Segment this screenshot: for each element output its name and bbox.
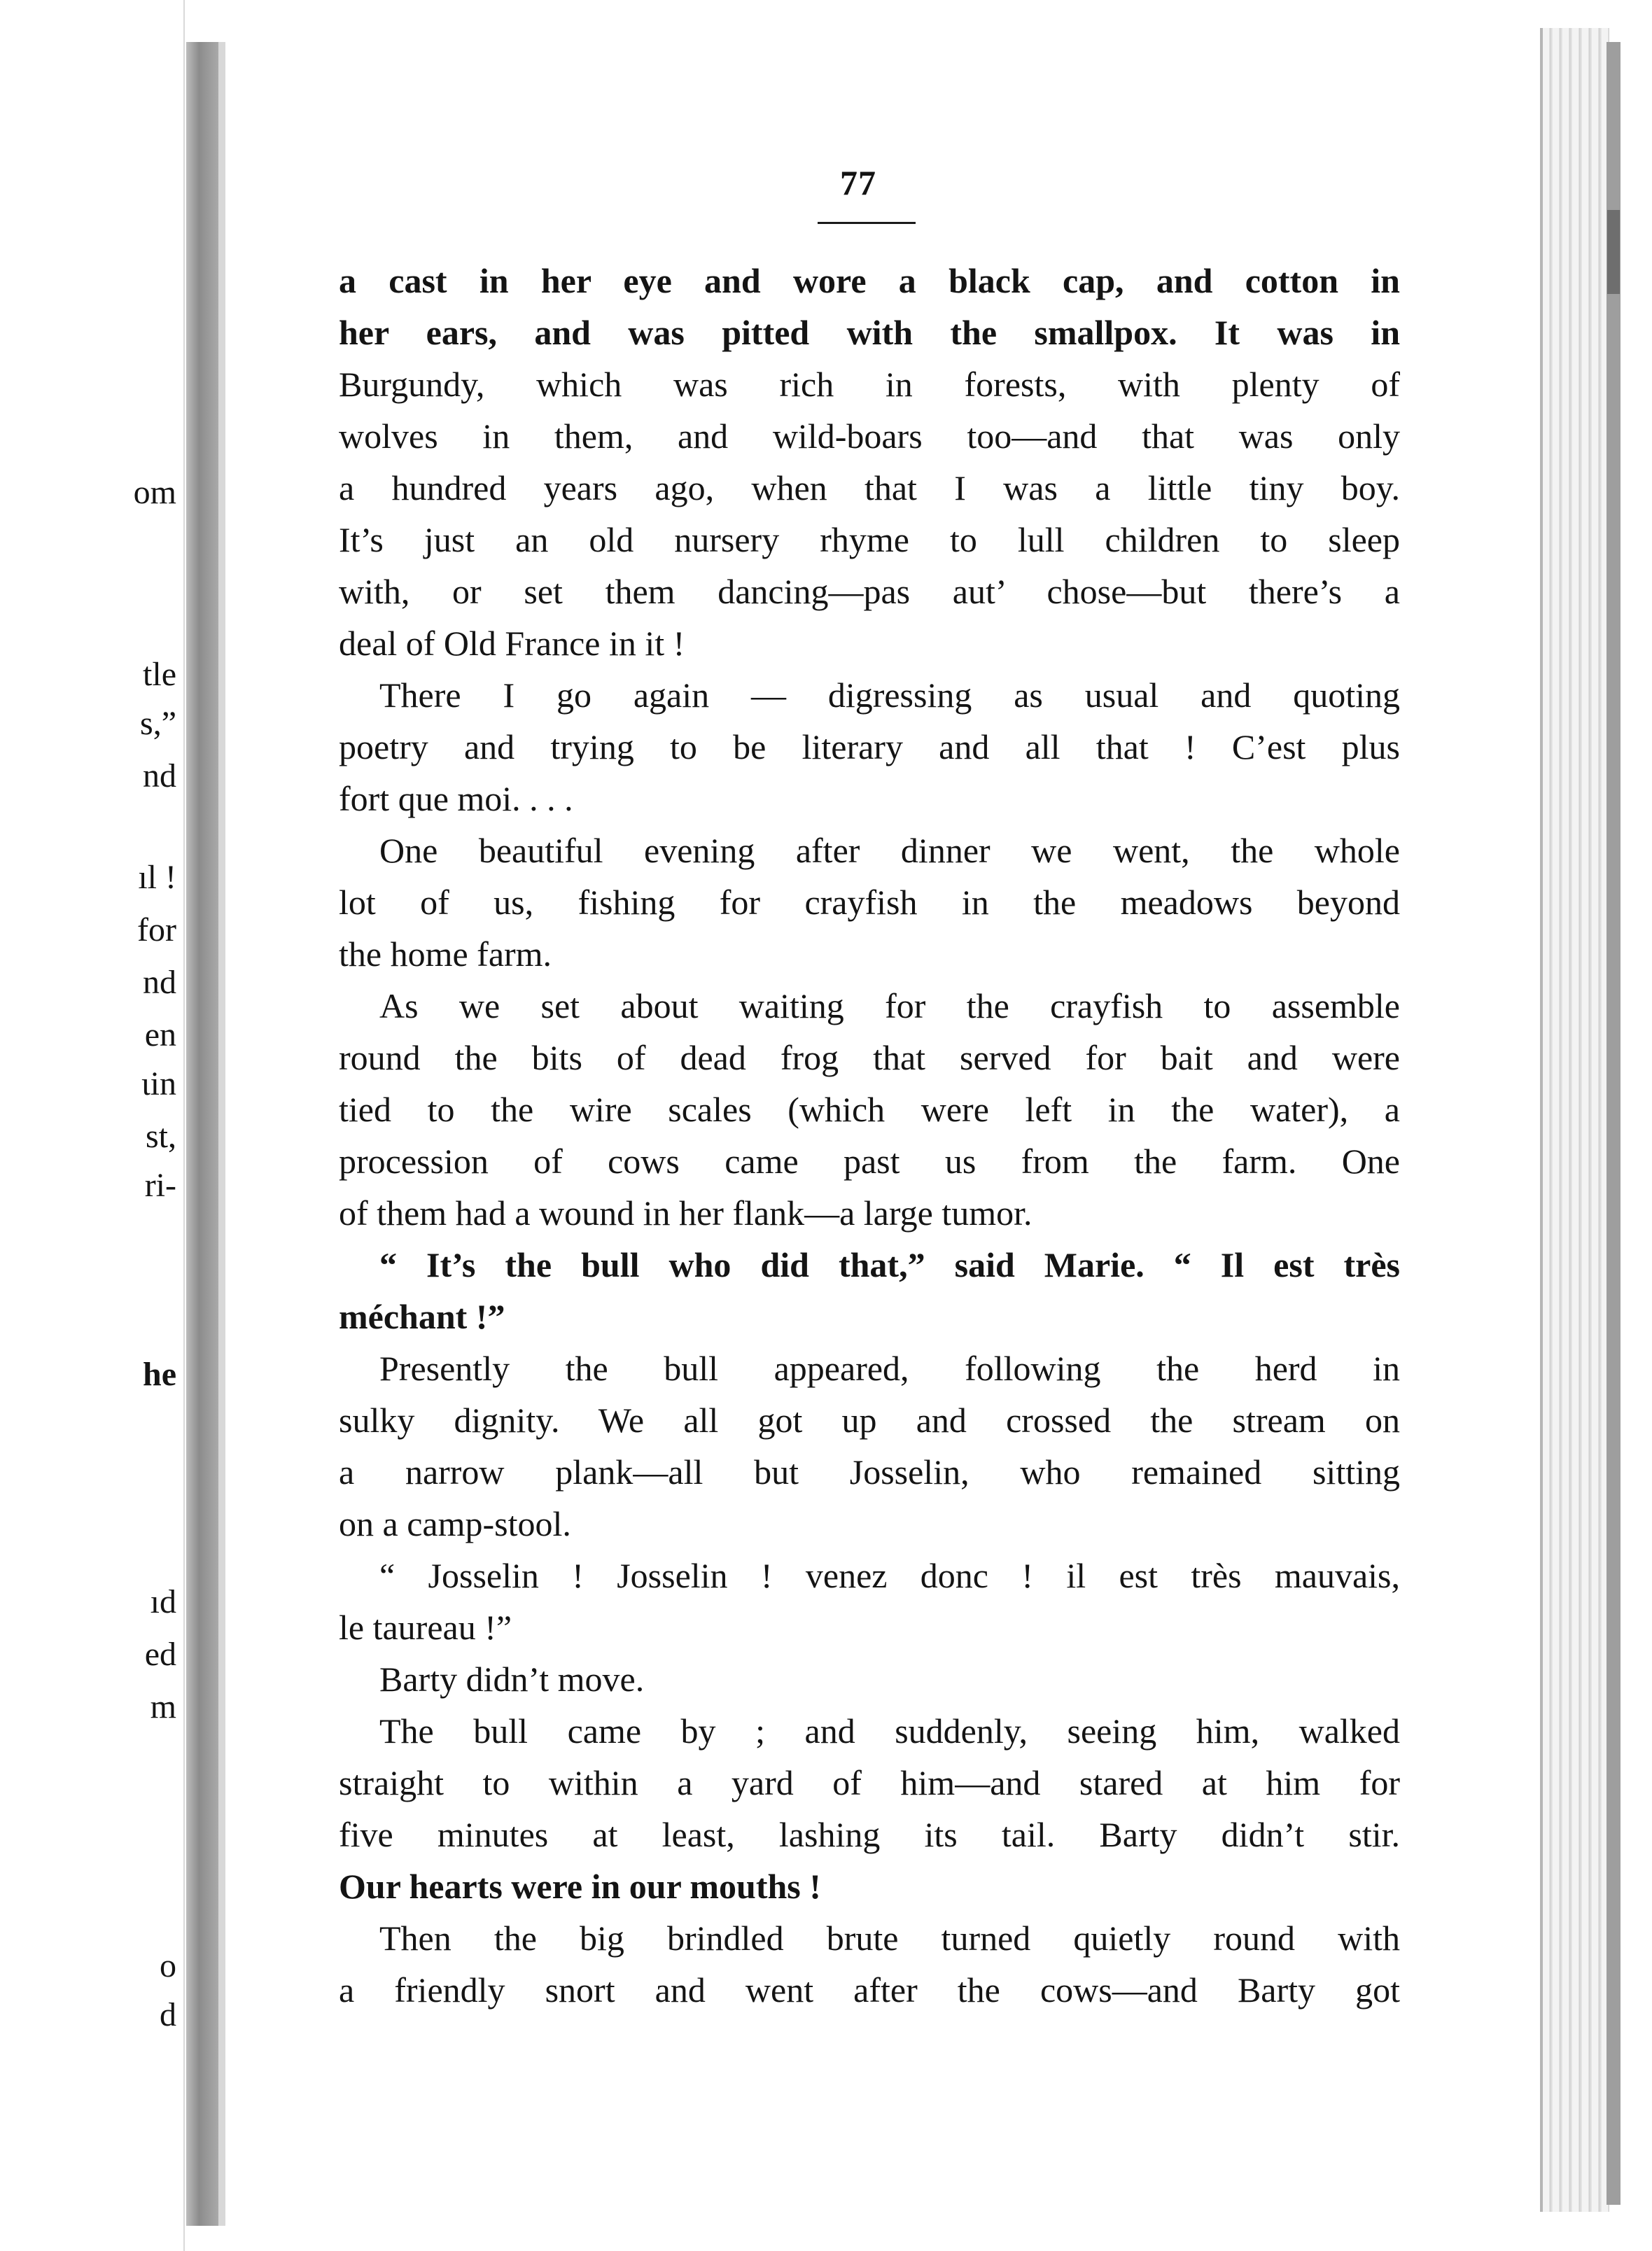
facing-page-fragment: om — [133, 474, 176, 511]
text-line: poetry and trying to be literary and all that ! C’est plus — [339, 727, 1400, 766]
text-line: of them had a wound in her flank—a large tumor. — [339, 1193, 1032, 1233]
text-line: tied to the wire scales (which were left in the water), a — [339, 1090, 1400, 1129]
facing-page-fragment: nd — [143, 757, 176, 794]
text-line: round the bits of dead frog that served for bait and were — [339, 1038, 1400, 1077]
facing-page-fragment: he — [143, 1356, 176, 1393]
facing-page-edge — [0, 0, 185, 2251]
text-line: le taureau !” — [339, 1608, 512, 1647]
text-line: on a camp-stool. — [339, 1504, 571, 1543]
facing-page-fragment: ιin — [141, 1065, 176, 1102]
facing-page-fragment: ıl ! — [138, 859, 176, 896]
facing-page-fragment: tle — [143, 656, 176, 693]
text-line: méchant !” — [339, 1297, 505, 1336]
facing-page-fragment: m — [150, 1688, 176, 1725]
text-line: Our hearts were in our mouths ! — [339, 1867, 821, 1906]
body-text — [339, 255, 1400, 2016]
page-edge-tab — [1607, 210, 1620, 294]
facing-page-fragment: for — [137, 911, 176, 948]
text-line: The bull came by ; and suddenly, seeing him, walked — [379, 1711, 1400, 1751]
text-line: a hundred years ago, when that I was a little tiny boy. — [339, 468, 1400, 507]
text-line: straight to within a yard of him—and stared at him for — [339, 1763, 1400, 1802]
text-line: One beautiful evening after dinner we went, the whole — [379, 831, 1400, 870]
facing-page-fragment: nd — [143, 964, 176, 1001]
text-line: a narrow plank—all but Josselin, who remained sitting — [339, 1452, 1400, 1492]
facing-page-fragment: en — [144, 1016, 176, 1053]
text-line: a friendly snort and went after the cows—and Barty got — [339, 1970, 1400, 2010]
text-line: sulky dignity. We all got up and crossed the stream on — [339, 1401, 1400, 1440]
text-line: wolves in them, and wild-boars too—and that was only — [339, 416, 1400, 456]
book-gutter-inner — [218, 42, 225, 2226]
text-line: As we set about waiting for the crayfish to assemble — [379, 986, 1400, 1025]
text-line: “ Josselin ! Josselin ! venez donc ! il est très mauvais, — [379, 1556, 1400, 1595]
text-line: Barty didn’t move. — [379, 1660, 645, 1699]
facing-page-fragment: st, — [145, 1118, 176, 1155]
text-line: Burgundy, which was rich in forests, with plenty of — [339, 365, 1400, 404]
facing-page-fragment: ed — [144, 1636, 176, 1673]
text-line: fort que moi. . . . — [339, 779, 573, 818]
text-line: procession of cows came past us from the farm. One — [339, 1142, 1400, 1181]
text-line: five minutes at least, lashing its tail. Barty didn’t stir. — [339, 1815, 1400, 1854]
text-line: deal of Old France in it ! — [339, 624, 685, 663]
text-line: There I go again — digressing as usual and quoting — [379, 675, 1400, 715]
text-line: “ It’s the bull who did that,” said Marie. “ Il est très — [379, 1245, 1400, 1284]
text-line: Presently the bull appeared, following the herd in — [379, 1349, 1400, 1388]
page-edges — [1540, 28, 1609, 2212]
page-number-rule — [818, 222, 916, 224]
facing-page-fragment: d — [160, 1996, 176, 2033]
text-line: with, or set them dancing—pas aut’ chose—but there’s a — [339, 572, 1400, 611]
text-line: the home farm. — [339, 934, 552, 974]
text-line: a cast in her eye and wore a black cap, and cotton in — [339, 261, 1400, 300]
book-gutter — [186, 42, 218, 2226]
text-line: It’s just an old nursery rhyme to lull children to sleep — [339, 520, 1400, 559]
facing-page-fragment: o — [160, 1947, 176, 1984]
page-number: 77 — [840, 163, 876, 202]
text-line: lot of us, fishing for crayfish in the meadows beyond — [339, 883, 1400, 922]
text-line: Then the big brindled brute turned quietly round with — [379, 1919, 1400, 1958]
text-line: her ears, and was pitted with the smallpox. It was in — [339, 313, 1400, 352]
facing-page-fragment: s,” — [140, 705, 176, 742]
page-edges-outer — [1606, 42, 1620, 2205]
facing-page-fragment: ri- — [144, 1167, 176, 1204]
facing-page-fragment: ıd — [150, 1583, 176, 1620]
